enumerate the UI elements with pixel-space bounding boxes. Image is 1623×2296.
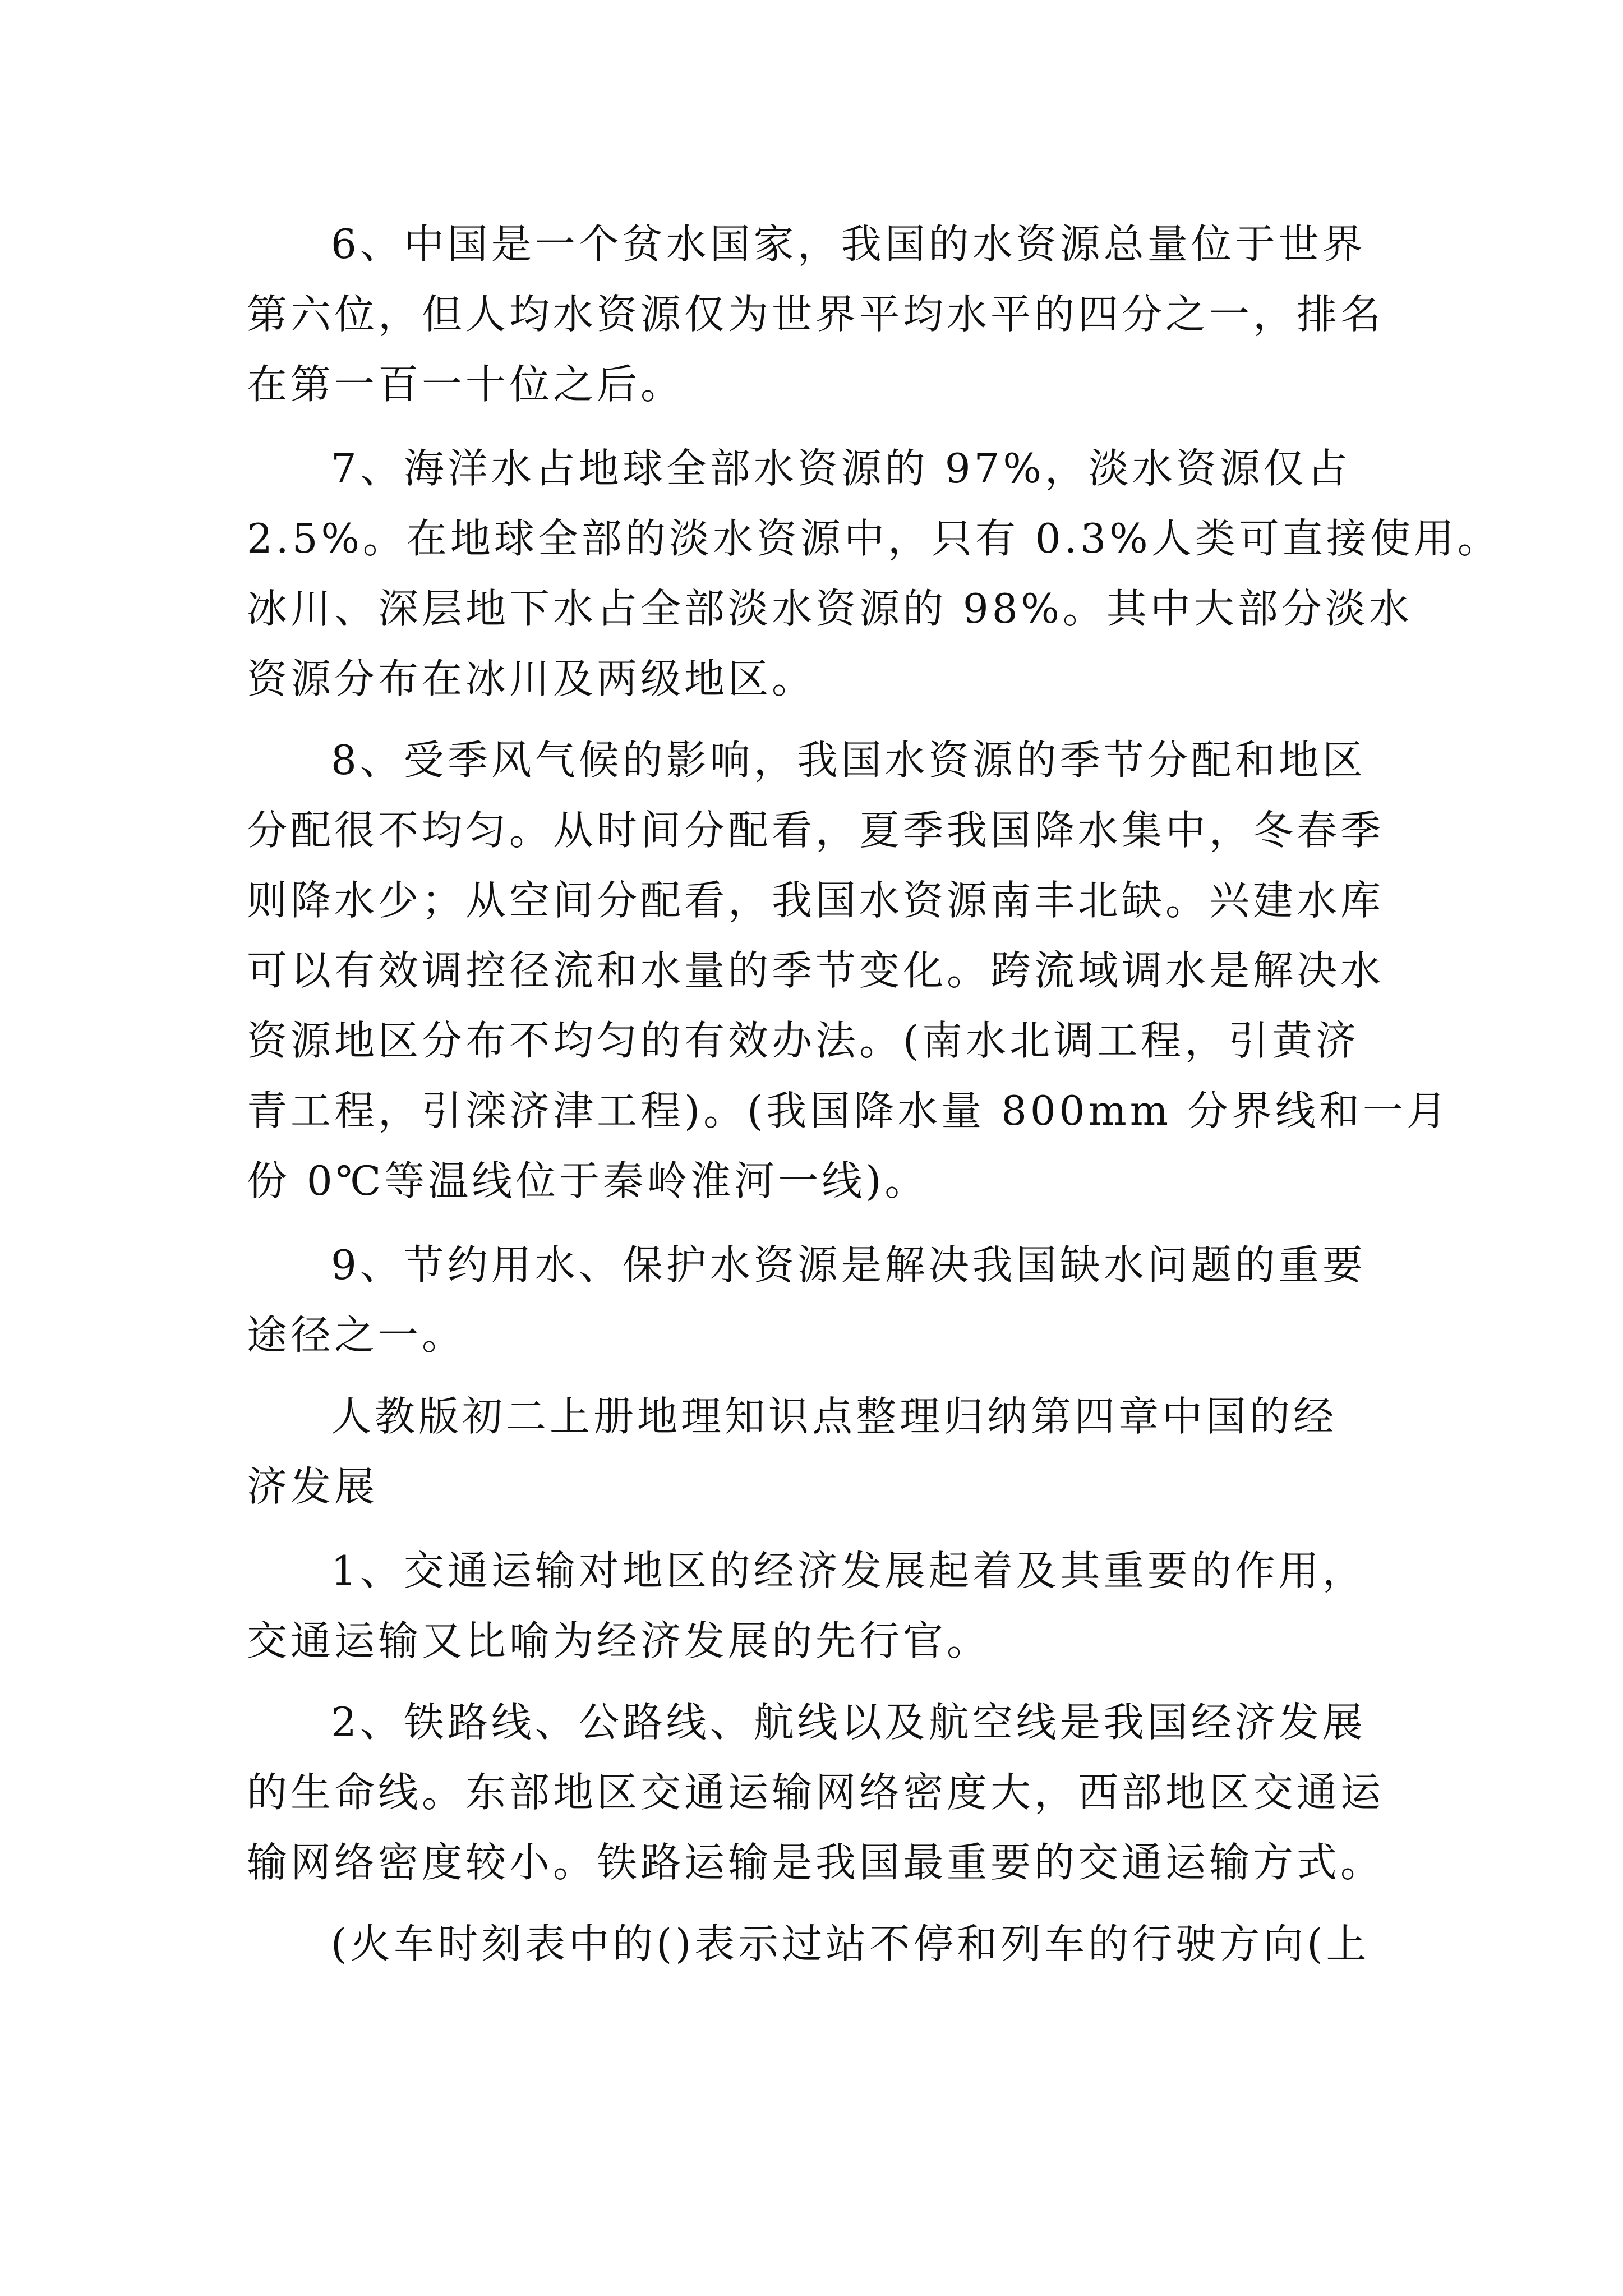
paragraph-9-line-1: 9、节约用水、保护水资源是解决我国缺水问题的重要 [331, 1241, 1366, 1289]
timetable-note-line-1: (火车时刻表中的()表示过站不停和列车的行驶方向(上 [331, 1920, 1370, 1967]
chapter-heading-line-2: 济发展 [247, 1463, 379, 1510]
paragraph-9-line-2: 途径之一。 [247, 1312, 466, 1359]
item-2-line-2: 的生命线。东部地区交通运输网络密度大，西部地区交通运 [247, 1769, 1385, 1816]
paragraph-7-line-3: 冰川、深层地下水占全部淡水资源的 98%。其中大部分淡水 [247, 585, 1413, 632]
paragraph-7-line-1: 7、海洋水占地球全部水资源的 97%，淡水资源仅占 [331, 445, 1351, 492]
paragraph-8-line-2: 分配很不均匀。从时间分配看，夏季我国降水集中，冬春季 [247, 807, 1385, 854]
paragraph-6-line-2: 第六位，但人均水资源仅为世界平均水平的四分之一，排名 [247, 291, 1385, 338]
paragraph-8-line-4: 可以有效调控径流和水量的季节变化。跨流域调水是解决水 [247, 947, 1385, 994]
item-1-line-1: 1、交通运输对地区的经济发展起着及其重要的作用， [331, 1547, 1366, 1594]
paragraph-6-line-1: 6、中国是一个贫水国家，我国的水资源总量位于世界 [331, 220, 1366, 268]
paragraph-8-line-1: 8、受季风气候的影响，我国水资源的季节分配和地区 [331, 737, 1366, 784]
paragraph-7-line-4: 资源分布在冰川及两级地区。 [247, 655, 816, 702]
paragraph-8-line-3: 则降水少；从空间分配看，我国水资源南丰北缺。兴建水库 [247, 877, 1385, 924]
paragraph-8-line-7: 份 0℃等温线位于秦岭淮河一线)。 [247, 1157, 929, 1204]
item-2-line-3: 输网络密度较小。铁路运输是我国最重要的交通运输方式。 [247, 1839, 1385, 1886]
item-2-line-1: 2、铁路线、公路线、航线以及航空线是我国经济发展 [331, 1699, 1366, 1746]
paragraph-8-line-6: 青工程，引滦济津工程)。(我国降水量 800mm 分界线和一月 [247, 1087, 1450, 1134]
paragraph-8-line-5: 资源地区分布不均匀的有效办法。(南水北调工程，引黄济 [247, 1017, 1360, 1064]
paragraph-7-line-2: 2.5%。在地球全部的淡水资源中，只有 0.3%人类可直接使用。 [247, 515, 1501, 562]
item-1-line-2: 交通运输又比喻为经济发展的先行官。 [247, 1617, 991, 1664]
chapter-heading-line-1: 人教版初二上册地理知识点整理归纳第四章中国的经 [331, 1393, 1338, 1440]
paragraph-6-line-3: 在第一百一十位之后。 [247, 361, 685, 408]
